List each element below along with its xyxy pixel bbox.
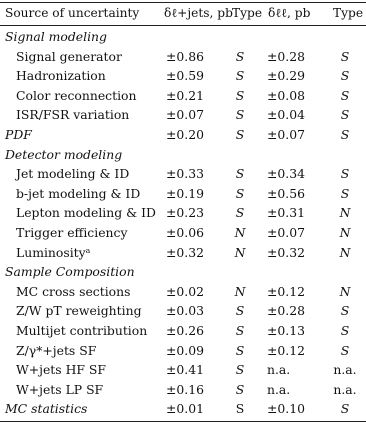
type-ljets: S	[235, 68, 245, 84]
type-ll: S	[340, 68, 350, 84]
value-ljets: ±0.03	[166, 303, 204, 319]
type-ljets: S	[235, 401, 245, 417]
value-ljets: ±0.20	[166, 127, 204, 142]
value-ll: ±0.12	[267, 283, 305, 299]
value-ll: n.a.	[267, 362, 291, 378]
type-ljets: S	[235, 107, 245, 123]
value-ll: ±0.08	[267, 87, 305, 103]
row-label: Jet modeling & ID	[16, 166, 130, 182]
type-ll: S	[340, 323, 350, 338]
table-row	[0, 223, 366, 242]
table-row	[0, 321, 366, 340]
value-ljets: ±0.06	[166, 225, 204, 240]
table-row	[0, 47, 366, 66]
value-ll: ±0.31	[267, 205, 305, 221]
row-label: MC cross sections	[16, 283, 131, 299]
table-row	[0, 184, 366, 203]
row-label: Sample Composition	[5, 264, 135, 280]
table-row	[0, 66, 366, 85]
row-label: Luminosityᵃ	[16, 244, 91, 260]
value-ll: ±0.07	[267, 127, 305, 142]
row-label: W+jets HF SF	[16, 362, 106, 378]
row-label: Z/W pT reweighting	[16, 303, 142, 319]
type-ljets: S	[235, 342, 245, 358]
header-row	[0, 4, 366, 23]
value-ll: ±0.29	[267, 68, 305, 84]
header-rule	[0, 25, 366, 26]
value-ljets: ±0.41	[166, 362, 204, 378]
type-ll: N	[339, 225, 351, 240]
type-ljets: S	[235, 381, 245, 397]
type-ljets: S	[235, 48, 245, 64]
type-ljets: S	[235, 362, 245, 378]
type-ll: n.a.	[333, 381, 357, 397]
value-ll: ±0.04	[267, 107, 305, 123]
type-ll: S	[340, 342, 350, 358]
row-label: Color reconnection	[16, 87, 137, 103]
type-ljets: S	[235, 185, 245, 201]
type-ljets: S	[235, 166, 245, 182]
row-label: Detector modeling	[5, 146, 123, 162]
table-row	[0, 86, 366, 105]
top-rule	[0, 2, 366, 3]
value-ll: ±0.13	[267, 323, 305, 338]
value-ljets: ±0.21	[166, 87, 204, 103]
value-ll: ±0.34	[267, 166, 305, 182]
value-ljets: ±0.33	[166, 166, 204, 182]
type-ljets: S	[235, 323, 245, 338]
type-ljets: S	[235, 87, 245, 103]
value-ll: ±0.56	[267, 185, 305, 201]
type-ljets: S	[235, 303, 245, 319]
table-row	[0, 380, 366, 399]
value-ll: ±0.12	[267, 342, 305, 358]
type-ll: S	[340, 303, 350, 319]
table-row	[0, 341, 366, 360]
type-ll: N	[339, 283, 351, 299]
value-ljets: ±0.09	[166, 342, 204, 358]
value-ljets: ±0.86	[166, 48, 204, 64]
header-source: Source of uncertainty	[5, 6, 140, 20]
section-row	[0, 145, 366, 164]
value-ll: ±0.10	[267, 401, 305, 417]
header-type-2: Type	[333, 6, 364, 20]
type-ll: S	[340, 87, 350, 103]
table-row	[0, 301, 366, 320]
type-ll: S	[340, 48, 350, 64]
value-ljets: ±0.19	[166, 185, 204, 201]
table-row	[0, 105, 366, 124]
header-type-1: Type	[232, 6, 263, 20]
section-row	[0, 262, 366, 281]
table-row	[0, 243, 366, 262]
header-delta-ljets: δℓ+jets, pb	[164, 6, 233, 20]
value-ljets: ±0.02	[166, 283, 204, 299]
row-label: Signal generator	[16, 48, 122, 64]
value-ll: ±0.28	[267, 48, 305, 64]
type-ll: S	[340, 401, 350, 417]
row-label: Multijet contribution	[16, 323, 148, 338]
value-ll: n.a.	[267, 381, 291, 397]
row-label: PDF	[5, 127, 32, 142]
type-ll: S	[340, 127, 350, 142]
row-label: W+jets LP SF	[16, 381, 104, 397]
value-ljets: ±0.16	[166, 381, 204, 397]
type-ll: n.a.	[333, 362, 357, 378]
type-ll: N	[339, 244, 351, 260]
type-ljets: N	[234, 244, 246, 260]
section-row	[0, 27, 366, 46]
table-row	[0, 360, 366, 379]
value-ljets: ±0.07	[166, 107, 204, 123]
row-label: Lepton modeling & ID	[16, 205, 156, 221]
type-ll: S	[340, 166, 350, 182]
section-row	[0, 125, 366, 144]
type-ll: S	[340, 107, 350, 123]
row-label: Hadronization	[16, 68, 106, 84]
type-ll: S	[340, 185, 350, 201]
type-ljets: S	[235, 205, 245, 221]
header-delta-ll: δℓℓ, pb	[268, 6, 311, 20]
table-row	[0, 164, 366, 183]
type-ll: N	[339, 205, 351, 221]
value-ll: ±0.32	[267, 244, 305, 260]
row-label: MC statistics	[5, 401, 88, 417]
table-row	[0, 282, 366, 301]
type-ljets: S	[235, 127, 245, 142]
row-label: Trigger efficiency	[16, 225, 128, 240]
bottom-rule	[0, 421, 366, 422]
row-label: b-jet modeling & ID	[16, 185, 141, 201]
value-ljets: ±0.32	[166, 244, 204, 260]
value-ljets: ±0.01	[166, 401, 204, 417]
row-label: Signal modeling	[5, 29, 107, 44]
value-ljets: ±0.59	[166, 68, 204, 84]
value-ll: ±0.07	[267, 225, 305, 240]
value-ll: ±0.28	[267, 303, 305, 319]
value-ljets: ±0.26	[166, 323, 204, 338]
section-row	[0, 399, 366, 418]
value-ljets: ±0.23	[166, 205, 204, 221]
type-ljets: N	[234, 283, 246, 299]
row-label: Z/γ*+jets SF	[16, 342, 97, 358]
row-label: ISR/FSR variation	[16, 107, 130, 123]
table-row	[0, 203, 366, 222]
type-ljets: N	[234, 225, 246, 240]
